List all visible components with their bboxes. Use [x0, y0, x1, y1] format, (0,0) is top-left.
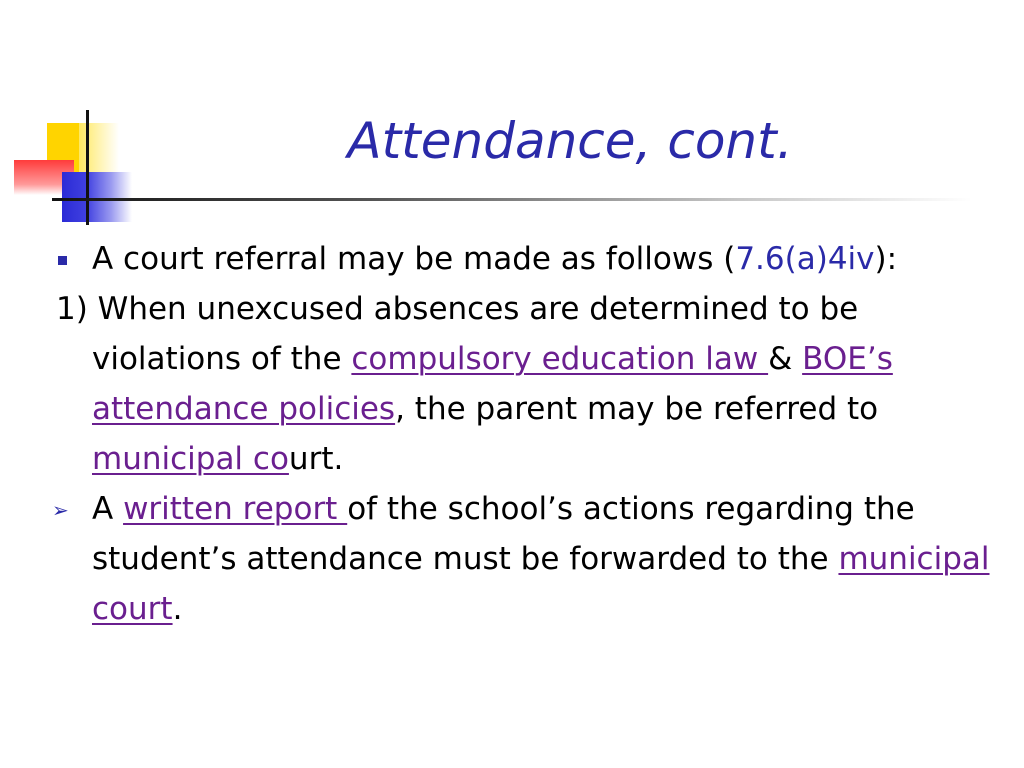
link-municipal-court-1[interactable]: municipal co [92, 441, 289, 477]
link-written-report[interactable]: written report [123, 491, 348, 527]
numbered1-suffix: urt. [288, 441, 344, 477]
bullet2-mid: of the school’s actions regarding the student’s attendance must be forwarded to the [92, 491, 915, 577]
link-boe-attendance-policies[interactable]: BOE’s attendance policies [92, 341, 893, 427]
bullet2-prefix: A [92, 491, 124, 527]
vertical-line [86, 110, 89, 225]
title-rule [52, 198, 972, 201]
numbered1-mid1: & [768, 341, 803, 377]
bullet1-text-before: A court referral may be made as follows ( [92, 241, 736, 277]
slide-content [30, 234, 1005, 634]
link-municipal-court-2[interactable]: municipal court [92, 541, 990, 627]
bullet1-text-after: ): [874, 241, 898, 277]
numbered-item-1 [30, 284, 1005, 484]
yellow-fade [79, 123, 119, 173]
decorative-graphic [0, 0, 150, 230]
numbered1-prefix: 1) When unexcused absences are determined to be violations of the [56, 291, 859, 377]
bullet-item-court-referral [30, 234, 1005, 284]
square-bullet-icon [58, 256, 67, 265]
link-compulsory-education-law[interactable]: compulsory education law [351, 341, 769, 377]
slide-title: Attendance, cont. [347, 112, 793, 170]
arrow-bullet-icon: ➢ [52, 498, 69, 522]
blue-block [62, 172, 132, 222]
numbered1-mid2: , the parent may be referred to [395, 391, 879, 427]
bullet-item-written-report [30, 484, 1005, 634]
bullet2-suffix: . [172, 591, 183, 627]
bullet1-ref: 7.6(a)4iv [735, 241, 875, 277]
